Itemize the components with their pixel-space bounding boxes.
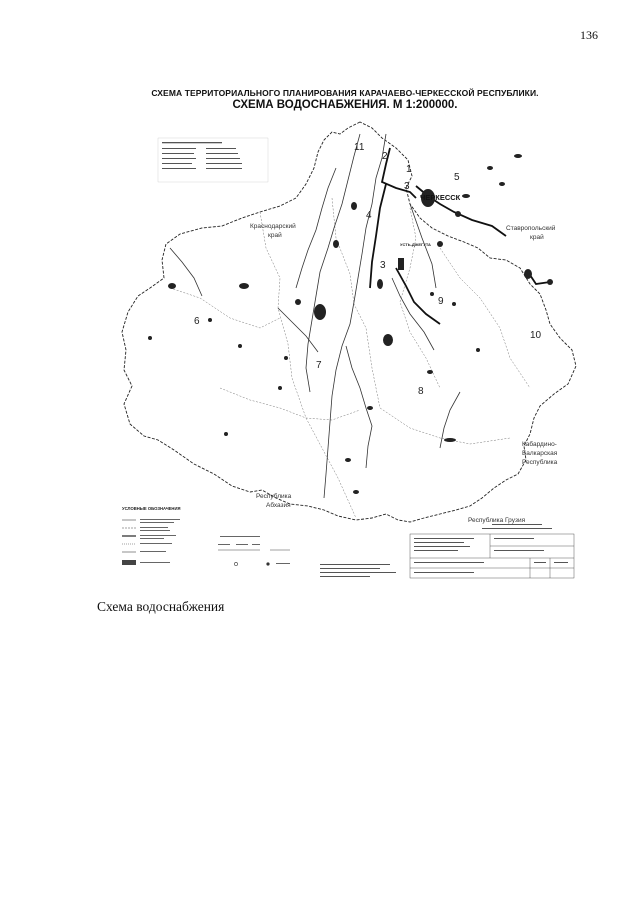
district-number: 6 <box>194 316 200 327</box>
district-number: 1 <box>406 164 412 175</box>
neighbor-krasnodar-2: край <box>268 232 282 239</box>
district-number: 8 <box>418 386 424 397</box>
neighbor-kbr-3: Республика <box>522 459 558 466</box>
district-number: 11 <box>354 142 365 153</box>
city-label: УСТЬ-ДЖЕГУТА <box>400 242 431 247</box>
district-boundaries <box>170 198 530 518</box>
capital-label: ЧЕРКЕССК <box>420 193 461 202</box>
water-pipelines <box>370 148 550 324</box>
district-labels <box>194 142 542 397</box>
title-block <box>410 534 574 578</box>
legend-heading: УСЛОВНЫЕ ОБОЗНАЧЕНИЯ <box>122 506 181 511</box>
neighbor-kbr-1: Кабардино- <box>522 441 557 448</box>
district-number: 3 <box>404 181 410 192</box>
neighbor-georgia: Республика Грузия <box>468 517 526 524</box>
settlements <box>148 154 553 494</box>
neighbor-abkhazia-1: Республика <box>256 493 292 500</box>
district-number: 9 <box>438 296 444 307</box>
neighbor-stavropol-1: Ставропольский <box>506 225 556 232</box>
map-legend <box>122 506 290 566</box>
district-number: 4 <box>366 210 372 221</box>
map-subtitle: СХЕМА ВОДОСНАБЖЕНИЯ. М 1:200000. <box>232 99 458 111</box>
figure-caption: Схема водоснабжения <box>97 599 225 614</box>
district-number: 2 <box>382 151 388 162</box>
water-supply-map <box>110 88 580 582</box>
district-number: 10 <box>530 330 542 341</box>
district-number: 3 <box>380 260 386 271</box>
district-number: 5 <box>454 172 460 183</box>
title-block-text <box>320 524 568 577</box>
neighbor-kbr-2: Балкарская <box>522 450 558 457</box>
neighbor-abkhazia-2: Абхазия <box>266 502 291 509</box>
neighbor-stavropol-2: край <box>530 234 544 241</box>
map-canvas <box>110 88 580 582</box>
page-number: 136 <box>580 28 598 42</box>
neighbor-krasnodar-1: Краснодарский <box>250 223 296 230</box>
district-number: 7 <box>316 360 322 371</box>
map-title: СХЕМА ТЕРРИТОРИАЛЬНОГО ПЛАНИРОВАНИЯ КАРАЧАЕВО-ЧЕРКЕССКОЙ РЕСПУБЛИКИ. <box>151 88 539 98</box>
district-key <box>158 138 268 182</box>
